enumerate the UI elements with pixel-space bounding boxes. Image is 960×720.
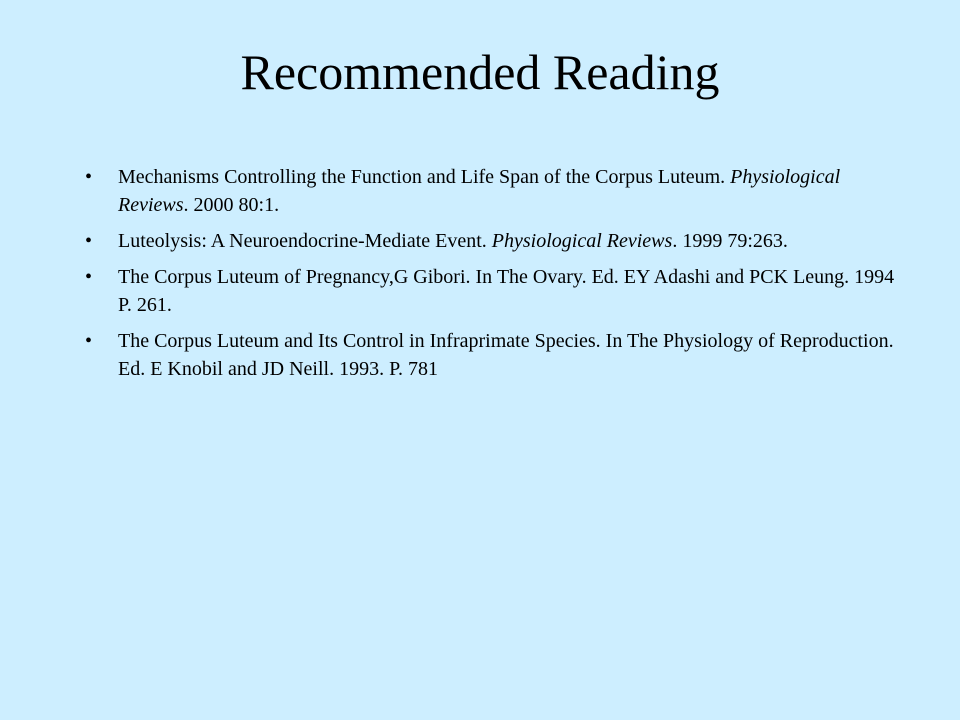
reading-list xyxy=(80,163,900,391)
reading-item xyxy=(80,163,900,219)
reference-details: . 2000 80:1. xyxy=(183,194,280,216)
reference-text: The Corpus Luteum and Its Control in Infraprimate Species. In The Physiology of Reproduction. Ed. E Knobil and JD Neill. 1993. P. 781 xyxy=(118,330,894,380)
reference-journal: Physiological Reviews xyxy=(491,230,673,252)
bullet-icon: • xyxy=(85,230,93,252)
reading-item xyxy=(80,263,900,319)
reference-text: Luteolysis: A Neuroendocrine-Mediate Event. xyxy=(118,230,492,252)
reference-journal: Physiological Reviews xyxy=(118,166,841,216)
bullet-icon: • xyxy=(85,166,93,188)
reference-text: Mechanisms Controlling the Function and Life Span of the Corpus Luteum. xyxy=(118,166,731,188)
slide-title: Recommended Reading xyxy=(240,44,720,100)
reading-item xyxy=(80,227,900,255)
bullet-icon: • xyxy=(85,330,93,352)
bullet-icon: • xyxy=(85,266,93,288)
reference-text: The Corpus Luteum of Pregnancy,G Gibori. In The Ovary. Ed. EY Adashi and PCK Leung. 1994 P. 261. xyxy=(118,266,895,316)
reading-item xyxy=(80,327,900,383)
reference-details: . 1999 79:263. xyxy=(672,230,788,252)
